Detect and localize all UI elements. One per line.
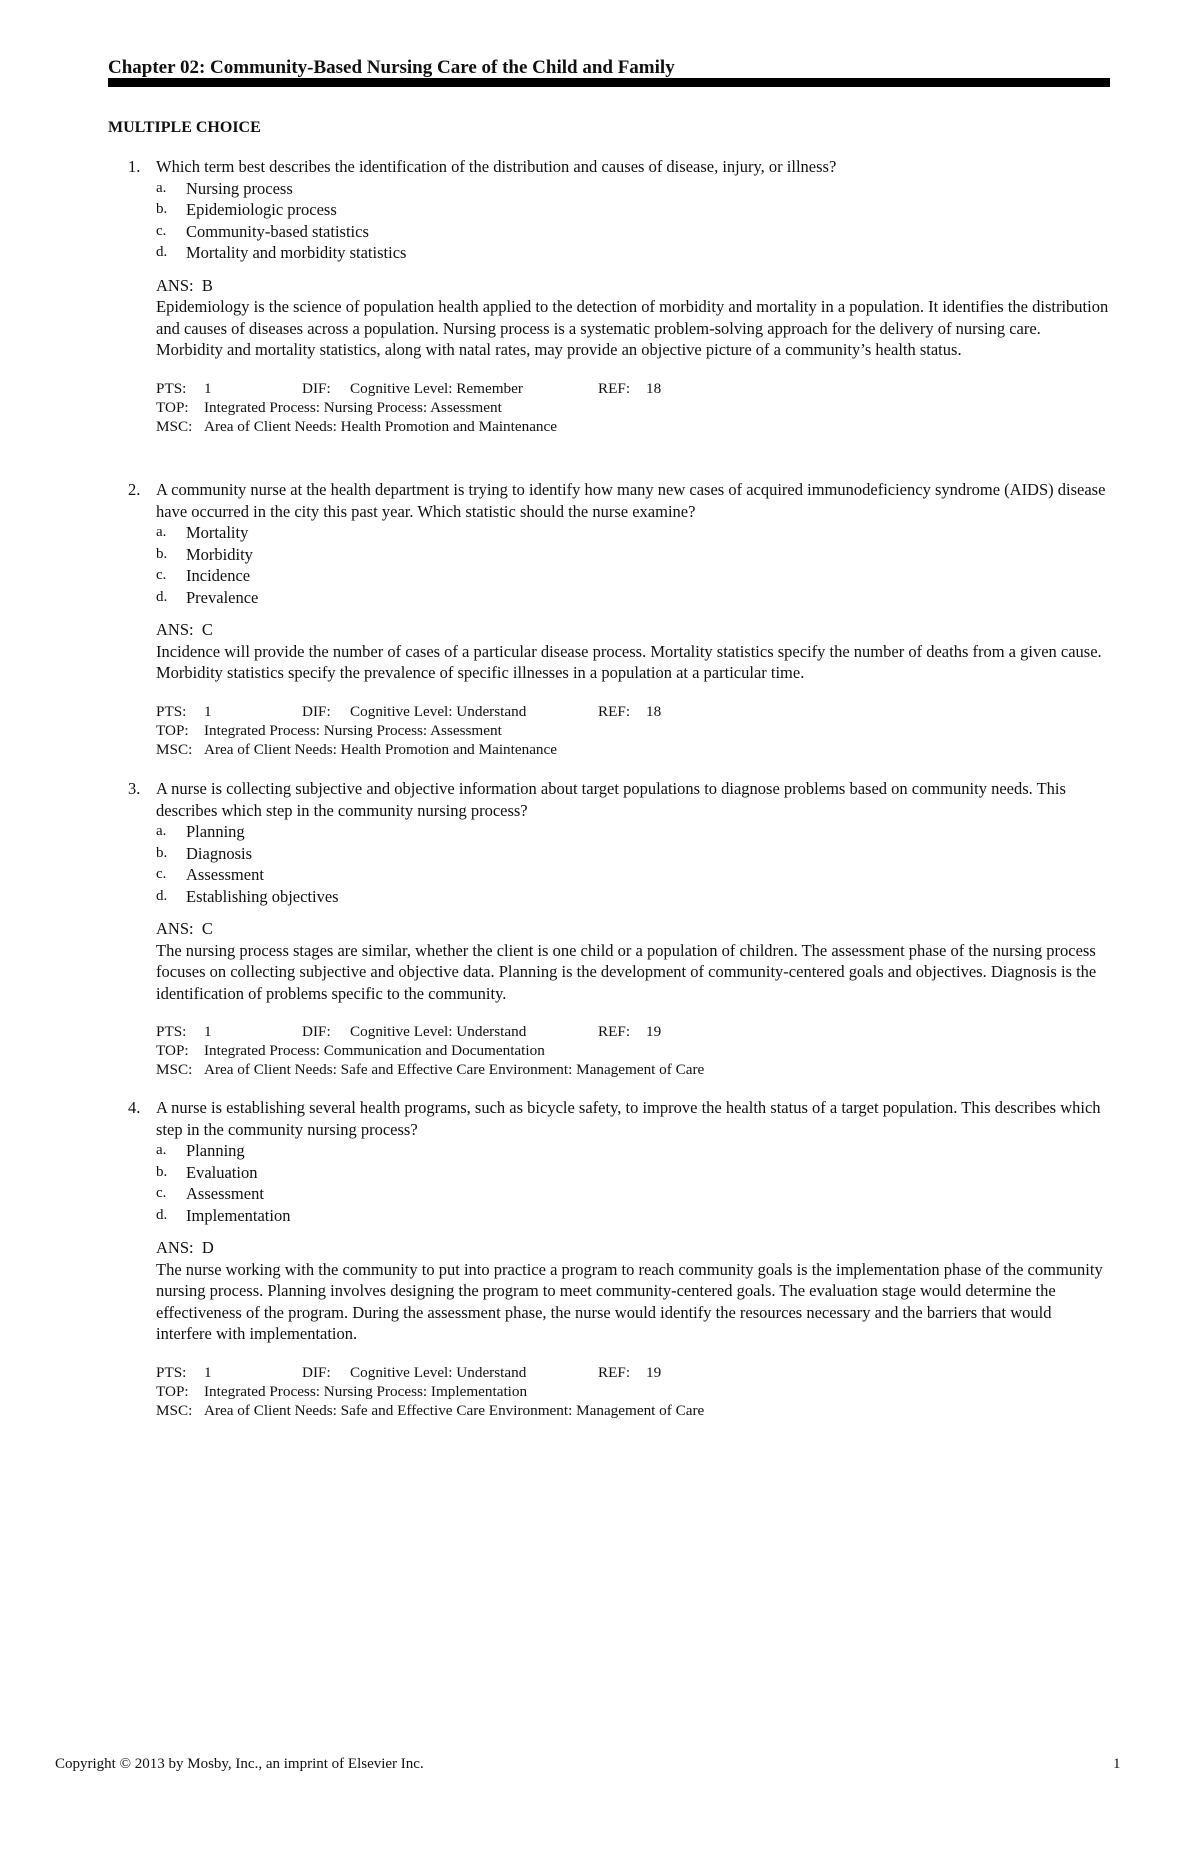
option-text: Establishing objectives	[186, 886, 339, 906]
question-number: 1.	[128, 157, 141, 176]
answer-label: ANS:	[156, 919, 194, 938]
option-letter: a.	[156, 179, 167, 196]
option-c	[156, 1183, 1111, 1205]
option-letter: b.	[156, 201, 168, 217]
rationale: The nurse working with the community to put into practice a program to reach community goals is the implementation phase of the community nursing process. Planning involves designing the program to meet community-centered goals. The evaluation stage would determine the effectiveness of the program. During the assessment phase, the nurse would identify the resources necessary and the barriers that would interfere with implementation.	[156, 1259, 1103, 1343]
option-a	[156, 522, 1111, 544]
meta-pts-row	[156, 379, 1111, 398]
pts-label: PTS:	[156, 1363, 187, 1381]
dif-label: DIF:	[302, 702, 331, 720]
question-body	[156, 156, 1111, 436]
answer-line	[156, 1237, 1111, 1259]
meta-msc-row	[156, 740, 1111, 759]
option-c	[156, 864, 1111, 886]
option-b	[156, 1162, 1111, 1184]
dif-value: Cognitive Level: Remember	[350, 379, 523, 397]
meta-pts-row	[156, 1022, 1111, 1041]
msc-value: Area of Client Needs: Safe and Effective Care Environment: Management of Care	[204, 1401, 705, 1419]
answer-value: B	[201, 275, 213, 295]
pts-label: PTS:	[156, 1023, 187, 1040]
pts-value: 1	[204, 702, 212, 720]
dif-label: DIF:	[302, 1023, 331, 1040]
answer-label: ANS:	[156, 1238, 194, 1257]
top-label: TOP:	[156, 1042, 189, 1059]
option-text: Assessment	[186, 1184, 264, 1203]
question-stem: A nurse is collecting subjective and objective information about target populations to diagnose problems based on community needs. This describes which step in the community nursing process?	[156, 779, 1066, 820]
ref-value: 19	[646, 1023, 662, 1040]
meta-pts-row	[156, 1363, 1111, 1382]
page-number: 1	[1113, 1756, 1121, 1772]
option-text: Assessment	[186, 865, 264, 884]
meta-top-row	[156, 721, 1111, 740]
option-a	[156, 178, 1111, 200]
option-letter: d.	[156, 887, 168, 904]
option-c	[156, 221, 1111, 243]
top-label: TOP:	[156, 398, 189, 416]
answer-options	[156, 522, 1111, 608]
rationale: Incidence will provide the number of cases of a particular disease process. Mortality statistics specify the number of deaths from a given cause. Morbidity statistics specify the prevalence of specific illnesses in a population at a particular time.	[156, 641, 1102, 682]
option-text: Planning	[186, 822, 245, 841]
answer-label: ANS:	[156, 275, 194, 295]
option-letter: a.	[156, 524, 167, 540]
dif-label: DIF:	[302, 379, 331, 397]
msc-value: Area of Client Needs: Health Promotion and Maintenance	[204, 740, 558, 758]
chapter-title: Chapter 02: Community-Based Nursing Care of the Child and Family	[108, 57, 675, 78]
question-body	[156, 479, 1111, 759]
msc-value: Area of Client Needs: Health Promotion and Maintenance	[204, 417, 558, 435]
option-text: Planning	[186, 1141, 245, 1160]
option-a	[156, 821, 1111, 843]
pts-label: PTS:	[156, 379, 187, 397]
answer-options	[156, 1140, 1111, 1226]
section-heading: MULTIPLE CHOICE	[108, 119, 261, 136]
pts-value: 1	[204, 1023, 212, 1040]
meta-pts-row	[156, 702, 1111, 721]
top-value: Integrated Process: Communication and Documentation	[204, 1042, 545, 1059]
option-b	[156, 199, 1111, 221]
meta-top-row	[156, 1382, 1111, 1401]
dif-value: Cognitive Level: Understand	[350, 1023, 527, 1040]
rationale: The nursing process stages are similar, whether the client is one child or a population of children. The assessment phase of the nursing process focuses on collecting subjective and objective data. Planning is the development of community-centered goals and objectives. Diagnosis is the identification of problems specific to the community.	[156, 940, 1097, 1003]
option-b	[156, 544, 1111, 566]
dif-value: Cognitive Level: Understand	[350, 702, 527, 720]
option-letter: d.	[156, 588, 168, 605]
question-number: 2.	[128, 480, 141, 499]
ref-label: REF:	[598, 379, 631, 397]
ref-value: 18	[646, 702, 662, 720]
option-letter: c.	[156, 567, 167, 583]
question-body	[156, 1097, 1111, 1420]
option-a	[156, 1140, 1111, 1162]
answer-options	[156, 178, 1111, 264]
question-number: 3.	[128, 779, 141, 798]
meta-top-row	[156, 398, 1111, 417]
answer-line	[156, 619, 1111, 641]
option-text: Diagnosis	[186, 843, 252, 863]
pts-value: 1	[204, 379, 212, 397]
option-text: Epidemiologic process	[186, 200, 337, 219]
option-letter: b.	[156, 545, 168, 562]
question-stem: A community nurse at the health department is trying to identify how many new cases of acquired immunodeficiency syndrome (AIDS) disease have occurred in the city this past year. Which statistic should the nurse examine?	[156, 480, 1106, 521]
option-d	[156, 886, 1111, 908]
option-letter: c.	[156, 866, 167, 882]
ref-label: REF:	[598, 702, 631, 720]
option-text: Evaluation	[186, 1162, 258, 1182]
dif-label: DIF:	[302, 1363, 331, 1381]
option-letter: c.	[156, 1185, 167, 1201]
ref-value: 18	[646, 379, 662, 397]
answer-options	[156, 821, 1111, 907]
copyright-notice: Copyright © 2013 by Mosby, Inc., an imprint of Elsevier Inc.	[55, 1756, 424, 1772]
option-d	[156, 242, 1111, 264]
option-c	[156, 565, 1111, 587]
top-label: TOP:	[156, 1382, 189, 1400]
option-letter: d.	[156, 1206, 168, 1223]
top-label: TOP:	[156, 721, 189, 739]
option-letter: b.	[156, 1163, 168, 1180]
ref-value: 19	[646, 1363, 662, 1381]
option-letter: b.	[156, 844, 168, 861]
option-text: Prevalence	[186, 587, 259, 607]
rationale: Epidemiology is the science of population health applied to the detection of morbidity and mortality in a population. It identifies the distribution and causes of diseases across a population. Nursing process is a systematic problem-solving approach for the delivery of nursing care. Morbidity and mortality statistics, along with natal rates, may provide an objective picture of a community’s health status.	[156, 297, 1109, 359]
top-value: Integrated Process: Nursing Process: Assessment	[204, 398, 502, 416]
option-text: Implementation	[186, 1205, 291, 1225]
answer-value: C	[201, 919, 213, 938]
option-b	[156, 843, 1111, 865]
option-d	[156, 1205, 1111, 1227]
ref-label: REF:	[598, 1023, 631, 1040]
meta-msc-row	[156, 417, 1111, 436]
ref-label: REF:	[598, 1363, 631, 1381]
msc-value: Area of Client Needs: Safe and Effective Care Environment: Management of Care	[204, 1061, 705, 1078]
question-body	[156, 778, 1111, 1079]
option-text: Mortality	[186, 523, 249, 542]
pts-label: PTS:	[156, 702, 187, 720]
answer-label: ANS:	[156, 620, 194, 639]
option-letter: c.	[156, 222, 167, 239]
question-stem: Which term best describes the identification of the distribution and causes of disease, injury, or illness?	[156, 157, 837, 176]
meta-msc-row	[156, 1060, 1111, 1079]
option-text: Mortality and morbidity statistics	[186, 243, 407, 262]
answer-value: C	[201, 620, 213, 639]
answer-line	[156, 918, 1111, 940]
meta-top-row	[156, 1041, 1111, 1060]
option-letter: d.	[156, 244, 168, 260]
option-text: Community-based statistics	[186, 221, 369, 241]
msc-label: MSC:	[156, 1401, 193, 1419]
question-stem: A nurse is establishing several health programs, such as bicycle safety, to improve the health status of a target population. This describes which step in the community nursing process?	[156, 1098, 1101, 1139]
option-text: Nursing process	[186, 178, 293, 198]
top-value: Integrated Process: Nursing Process: Implementation	[204, 1382, 528, 1400]
option-letter: a.	[156, 823, 167, 839]
top-value: Integrated Process: Nursing Process: Assessment	[204, 721, 502, 739]
pts-value: 1	[204, 1363, 212, 1381]
answer-line	[156, 275, 1111, 297]
question-number: 4.	[128, 1098, 141, 1117]
answer-value: D	[201, 1238, 214, 1257]
title-rule	[108, 78, 1110, 87]
option-d	[156, 587, 1111, 609]
option-text: Incidence	[186, 566, 251, 585]
msc-label: MSC:	[156, 1061, 193, 1078]
option-text: Morbidity	[186, 544, 253, 564]
msc-label: MSC:	[156, 740, 193, 758]
meta-msc-row	[156, 1401, 1111, 1420]
option-letter: a.	[156, 1142, 167, 1158]
msc-label: MSC:	[156, 417, 193, 435]
dif-value: Cognitive Level: Understand	[350, 1363, 527, 1381]
